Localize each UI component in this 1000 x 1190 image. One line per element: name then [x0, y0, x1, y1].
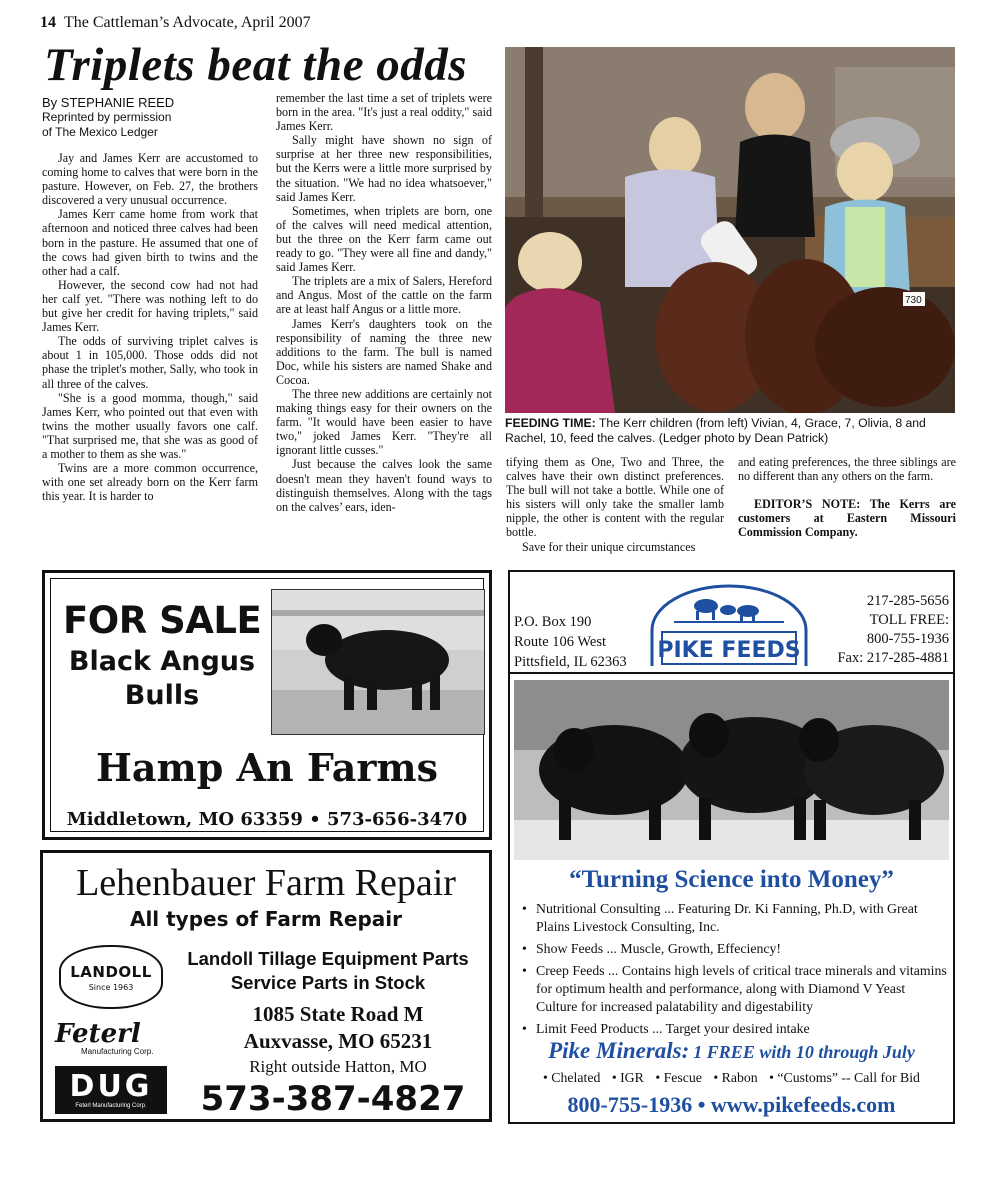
paragraph: Just because the calves look the same doesn't mean they haven't found ways to distinguish themselves. Along with the tags on the calves’ ears, iden- — [276, 457, 492, 514]
pike-minerals-label: Pike Minerals: — [548, 1038, 690, 1063]
article-column-3 — [506, 455, 724, 554]
pike-logo-wordmark: PIKE FEEDS — [657, 638, 801, 663]
mineral-option: • Chelated — [543, 1070, 601, 1085]
list-item: • Limit Feed Products ... Target your desired intake — [520, 1020, 950, 1038]
paragraph: The triplets are a mix of Salers, Hereford and Angus. Most of the cattle on the farm are at least half Angus or a little more. — [276, 274, 492, 317]
list-item: • Show Feeds ... Muscle, Growth, Effeciency! — [520, 940, 950, 958]
paragraph: Twins are a more common occurrence, with one set already born on the Kerr farm this year. It is harder to — [42, 461, 258, 504]
ad-hamp-an-farms — [42, 570, 492, 840]
mineral-option: • Fescue — [655, 1070, 702, 1085]
paragraph: "She is a good momma, though," said James Kerr, who pointed out that even with twins the mother usually favors one calf. "That surprised me, that she was as good of a mother to them as she was." — [42, 390, 258, 461]
ad-lehenbauer — [40, 850, 492, 1122]
bull-photo — [271, 589, 485, 735]
byline — [42, 95, 262, 140]
pike-header — [510, 572, 953, 674]
caption-lead: FEEDING TIME: — [505, 416, 596, 430]
business-address — [193, 1001, 483, 1055]
paragraph: The three new additions are certainly not making things easy for their owners on the farm. "It would have been easier to have two," joked James Kerr. "They're all ignorant little cusses." — [276, 386, 492, 458]
pike-cattle-photo-image — [514, 680, 949, 860]
paragraph: Sometimes, when triplets are born, one of the calves will need medical attention, but the three on the Kerr farm came out ready to go. "They were all fine and dandy," said James Kerr. — [276, 203, 492, 275]
paragraph: However, the second cow had not had her calf yet. "There was nothing left to do but give her credit for having triplets," said James Kerr. — [42, 277, 258, 335]
landoll-logo — [59, 945, 163, 1009]
byline-author: By STEPHANIE REED — [42, 95, 175, 110]
byline-credit-1: Reprinted by permission — [42, 110, 172, 124]
pike-slogan: “Turning Science into Money” — [569, 866, 894, 893]
parts-lines — [173, 947, 483, 995]
paragraph-continued: tifying them as One, Two and Three, the calves have their own distinct preferences. The bull will not take a bottle. While one of his sisters will only take the smaller lamb nipple, the other is content with the regular bottle. — [506, 455, 724, 540]
photo-caption — [505, 416, 957, 446]
caption-text: The Kerr children (from left) Vivian, 4, Grace, 7, Olivia, 8 and Rachel, 10, feed the calves. (Ledger photo by Dean Patrick) — [505, 416, 926, 445]
article-column-4 — [738, 455, 956, 539]
location-note: Right outside Hatton, MO — [249, 1057, 427, 1076]
publication-line: The Cattleman’s Advocate, April 2007 — [64, 14, 311, 31]
bulls-line-2: Bulls — [124, 680, 200, 711]
dug-subtitle: Feterl Manufacturing Corp. — [75, 1103, 147, 1109]
farm-name: Hamp An Farms — [95, 745, 439, 790]
farm-address: Middletown, MO 63359 • 573-656-3470 — [66, 809, 468, 830]
pike-contact-web: 800-755-1936 • www.pikefeeds.com — [567, 1092, 896, 1117]
pike-mineral-options — [510, 1070, 953, 1086]
parts-line-2: Service Parts in Stock — [230, 972, 426, 993]
pike-phones — [837, 592, 949, 668]
list-item: • Creep Feeds ... Contains high levels of critical trace minerals and vitamins for optimum health and performance, along with Diamond V Yeast Culture for increased palatability and digestability — [520, 962, 950, 1016]
pike-address — [514, 612, 627, 672]
mineral-option: • IGR — [611, 1070, 644, 1085]
pike-minerals-deal: 1 FREE with 10 through July — [693, 1042, 915, 1062]
article-headline: Triplets beat the odds — [44, 39, 468, 91]
feterl-subtitle: Manufacturing Corp. — [81, 1047, 154, 1056]
paragraph: James Kerr came home from work that afternoon and noticed three calves had been born in the pasture. He assumed that one of the cows had given birth to twins and the other had a calf. — [42, 207, 258, 278]
paragraph: The odds of surviving triplet calves is about 1 in 105,000. Those odds did not phase the triplet's mother, Sally, who took in all three of the calves. — [42, 334, 258, 391]
paragraph-continued: remember the last time a set of triplets were born in the area. "It's just a real oddity," said James Kerr. — [276, 91, 492, 134]
pike-address-line-1: P.O. Box 190 — [514, 614, 592, 630]
feterl-logo: Feterl — [55, 1019, 141, 1049]
page-folio — [40, 14, 311, 32]
pike-minerals-offer — [510, 1038, 953, 1064]
pike-cattle-photo — [514, 680, 949, 860]
business-name: Lehenbauer Farm Repair — [76, 862, 456, 904]
paragraph-continued: and eating preferences, the three siblings are no different than any others on the farm. — [738, 455, 956, 484]
paragraph: James Kerr's daughters took on the responsibility of naming the three new additions to the farm. The bull is named Doc, while his sisters are named Shake and Cocoa. — [276, 316, 492, 387]
bulls-heading — [57, 645, 267, 713]
page-number: 14 — [40, 14, 56, 31]
ad-pike-feeds — [508, 570, 955, 1124]
pike-tollfree-label: TOLL FREE: — [869, 612, 949, 628]
dug-logo — [55, 1066, 167, 1114]
paragraph: Jay and James Kerr are accustomed to coming home to calves that were born in the pasture. However, on Feb. 27, the brothers discovered a very unusual occurrence. — [42, 151, 258, 208]
bulls-line-1: Black Angus — [68, 646, 256, 677]
byline-credit-2: of The Mexico Ledger — [42, 125, 158, 139]
ad-inner-border — [50, 578, 484, 832]
business-tagline: All types of Farm Repair — [129, 907, 403, 931]
parts-line-1: Landoll Tillage Equipment Parts — [187, 948, 469, 969]
pike-phone: 217-285-5656 — [866, 593, 949, 609]
pike-address-line-3: Pittsfield, IL 62363 — [514, 654, 627, 670]
feeding-photo — [505, 47, 955, 413]
paragraph: Save for their unique circumstances — [522, 539, 696, 554]
landoll-since: Since 1963 — [88, 982, 134, 992]
article-column-2 — [276, 91, 492, 514]
pike-fax: Fax: 217-285-4881 — [837, 650, 949, 666]
mineral-option: • Rabon — [713, 1070, 758, 1085]
editors-note: EDITOR’S NOTE: The Kerrs are customers at Eastern Missouri Commission Company. — [738, 497, 956, 540]
feeding-photo-image — [505, 47, 955, 413]
for-sale-heading: FOR SALE — [63, 599, 262, 642]
landoll-wordmark: LANDOLL — [70, 962, 152, 981]
dug-wordmark: DUG — [69, 1069, 153, 1104]
pike-services-list — [520, 900, 950, 1042]
mineral-option: • “Customs” -- Call for Bid — [769, 1070, 920, 1085]
calf-ear-tag: 730 — [905, 295, 922, 306]
pike-tollfree: 800-755-1936 — [866, 631, 949, 647]
pike-feeds-logo — [644, 580, 814, 670]
list-item: • Nutritional Consulting ... Featuring Dr. Ki Fanning, Ph.D, with Great Plains Livestock Consulting, Inc. — [520, 900, 950, 936]
bull-photo-image — [272, 590, 485, 735]
article-column-1 — [42, 151, 258, 503]
brand-logos — [55, 945, 187, 1114]
street-address: 1085 State Road M — [252, 1002, 424, 1026]
business-phone: 573-387-4827 — [200, 1079, 466, 1119]
city-address: Auxvasse, MO 65231 — [243, 1029, 433, 1053]
paragraph: Sally might have shown no sign of surprise at her three new responsibilities, but the Kerrs were a little more surprised by the situation. "We had no idea whatsoever," said James Kerr. — [276, 133, 492, 204]
pike-address-line-2: Route 106 West — [514, 634, 607, 650]
